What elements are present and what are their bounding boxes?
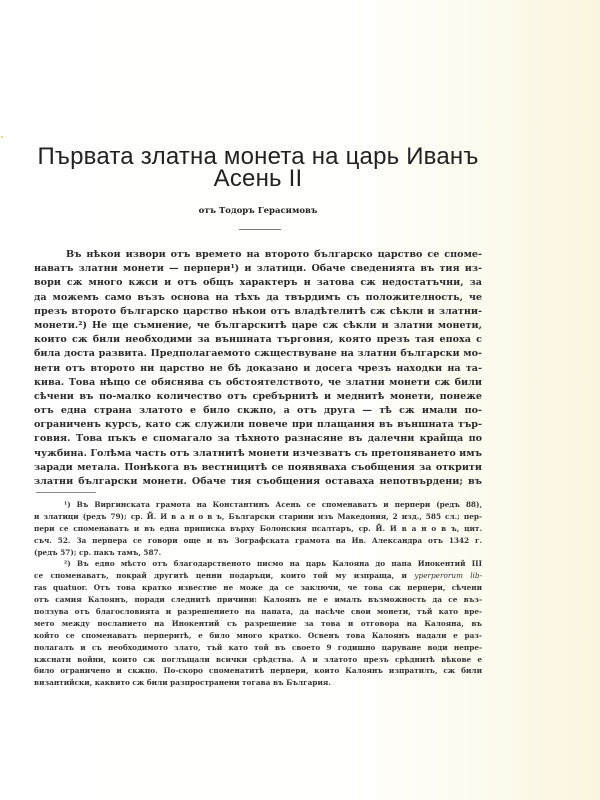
footnote-2-line: ²) Въ едно мѣсто отъ благодарственото писмо на царь Калояна до папа Инокентий III <box>64 559 482 569</box>
article-title <box>20 143 496 192</box>
body-line: кива. Това нѣщо се обяснява съ обстоятелството, че златни монети сж били <box>34 376 482 388</box>
footnote-2-line: византийски, каквито сж били разпространени тогава въ България. <box>34 678 331 688</box>
footnote-1-line: (редъ 57); ср. пакъ тамъ, 587. <box>34 547 162 557</box>
scan-speck <box>1 136 3 138</box>
title-line-1: Първата златна монета на царь Иванъ <box>37 143 479 170</box>
title-line-2: Асень II <box>213 165 303 192</box>
body-line: чужбина. Голѣма часть отъ златнитѣ монети изчезватъ съ претопяването имъ <box>34 447 482 459</box>
footnote-2-line: мето между посланието на Инокентий съ разрешение за това и отговора на Калояна, въ <box>34 618 482 628</box>
latin-phrase: yperperorum lib- <box>414 571 482 581</box>
footnote-2-line: било ограничено и скжпо. По-скоро споменатитѣ перпери, които Калоянъ изпратилъ, сж били <box>34 666 482 676</box>
body-line: да можемъ само възъ основа на тѣхъ да твърдимъ съ положителность, че <box>34 291 482 303</box>
body-line: вори сж много кжси и отъ общъ характеръ и затова сж недостатъчни, за <box>34 277 482 289</box>
body-line: говия. Това пъкъ е спомагало за тѣхното разнасяне въ далечни крайща по <box>34 433 482 445</box>
title-divider <box>239 229 281 230</box>
footnote-2-line: ras quatuor. Отъ това кратко известие не може да се заключи, че това сж перпери, сѣчени <box>34 583 482 593</box>
footnote-1-line: и златици (редъ 79); ср. Й. И в а н о в ъ, Български старини изъ Македония, 2 изд., 585 сл.; пер- <box>34 511 482 521</box>
body-line: сѣчени въ по-малко количество отъ сребърнитѣ и меднитѣ монети, понеже <box>34 390 482 402</box>
footnote-divider <box>36 492 96 493</box>
body-line: заради метала. Понѣкога въ вестницитѣ се появяваха съобщения за открити <box>34 461 482 473</box>
footnotes <box>34 499 482 689</box>
body-line: била доста развита. Предполагаемото сжществуване на златни български мо- <box>34 348 482 360</box>
body-line: монети.²) Не ще съмнение, че българскитѣ царе сж сѣкли и златни монети, <box>34 319 482 331</box>
footnote-2-line: отъ самия Калоянъ, поради следнитѣ причини: Калоянъ не е ималъ възможность да се въз- <box>34 595 482 605</box>
body-line: нети отъ второто ни царство не бѣ доказано и досега чрезъ находки на та- <box>34 362 482 374</box>
body-line: ограниченъ курсъ, като сж служили повече при плащания въ външната тър- <box>34 419 482 431</box>
body-line: наватъ златни монети — перпери¹) и златици. Обаче сведенията въ тия из- <box>34 263 482 275</box>
body-line: които сж били необходими за външната търговия, която презъ тая епоха с <box>34 334 482 346</box>
footnote-2-line <box>34 570 482 582</box>
footnote-1-line: ¹) Въ Виргинската грамота на Константинъ Асень се споменаватъ и перпери (редъ 88), <box>64 500 482 509</box>
footnote-2-line: полагалъ и съ необходимото злато, тъй като той въ своето 9 годишно царуване води непре- <box>34 642 482 652</box>
body-line: презъ второто българско царство нѣкои отъ владѣтелитѣ сж сѣкли и златни- <box>34 305 482 317</box>
body-line: златни български монети. Обаче тия съобщения оставаха непотвърдени; въ <box>34 476 482 487</box>
body-line: Въ нѣкои извори отъ времето на второто българско царство се споме- <box>66 249 482 260</box>
footnote-2-line: кжснати войни, които сж поглъщали всички срѣдства. А и златото презъ срѣднитѣ вѣкове е <box>34 654 482 664</box>
footnote-2-line: който се споменаватъ перперитѣ, е било много кратко. Освенъ това Калоянъ надали е раз- <box>34 630 482 640</box>
footnote-2-text: се споменаватъ, покрай другитѣ ценни подаръци, които той му изпраща, и <box>34 571 415 581</box>
footnote-2-line: ползува отъ благословията и разрешението на папата, да насѣче свои монети, тъй като вре- <box>34 607 482 617</box>
footnote-1-line: пери се споменаватъ и въ една приписка върху Болонския псалтаръ, ср. Й. И в а н о в ъ, цит. <box>34 523 482 533</box>
article-author: отъ Тодоръ Герасимовъ <box>198 206 318 216</box>
article-body <box>34 248 482 489</box>
body-line: отъ една страна златото е било скжпо, а отъ друга — тѣ сж имали по- <box>34 405 482 417</box>
footnote-1-line: съч. 52. За перпера се говори още и въ Зографската грамота на Ив. Александра отъ 1342 г. <box>34 535 482 545</box>
